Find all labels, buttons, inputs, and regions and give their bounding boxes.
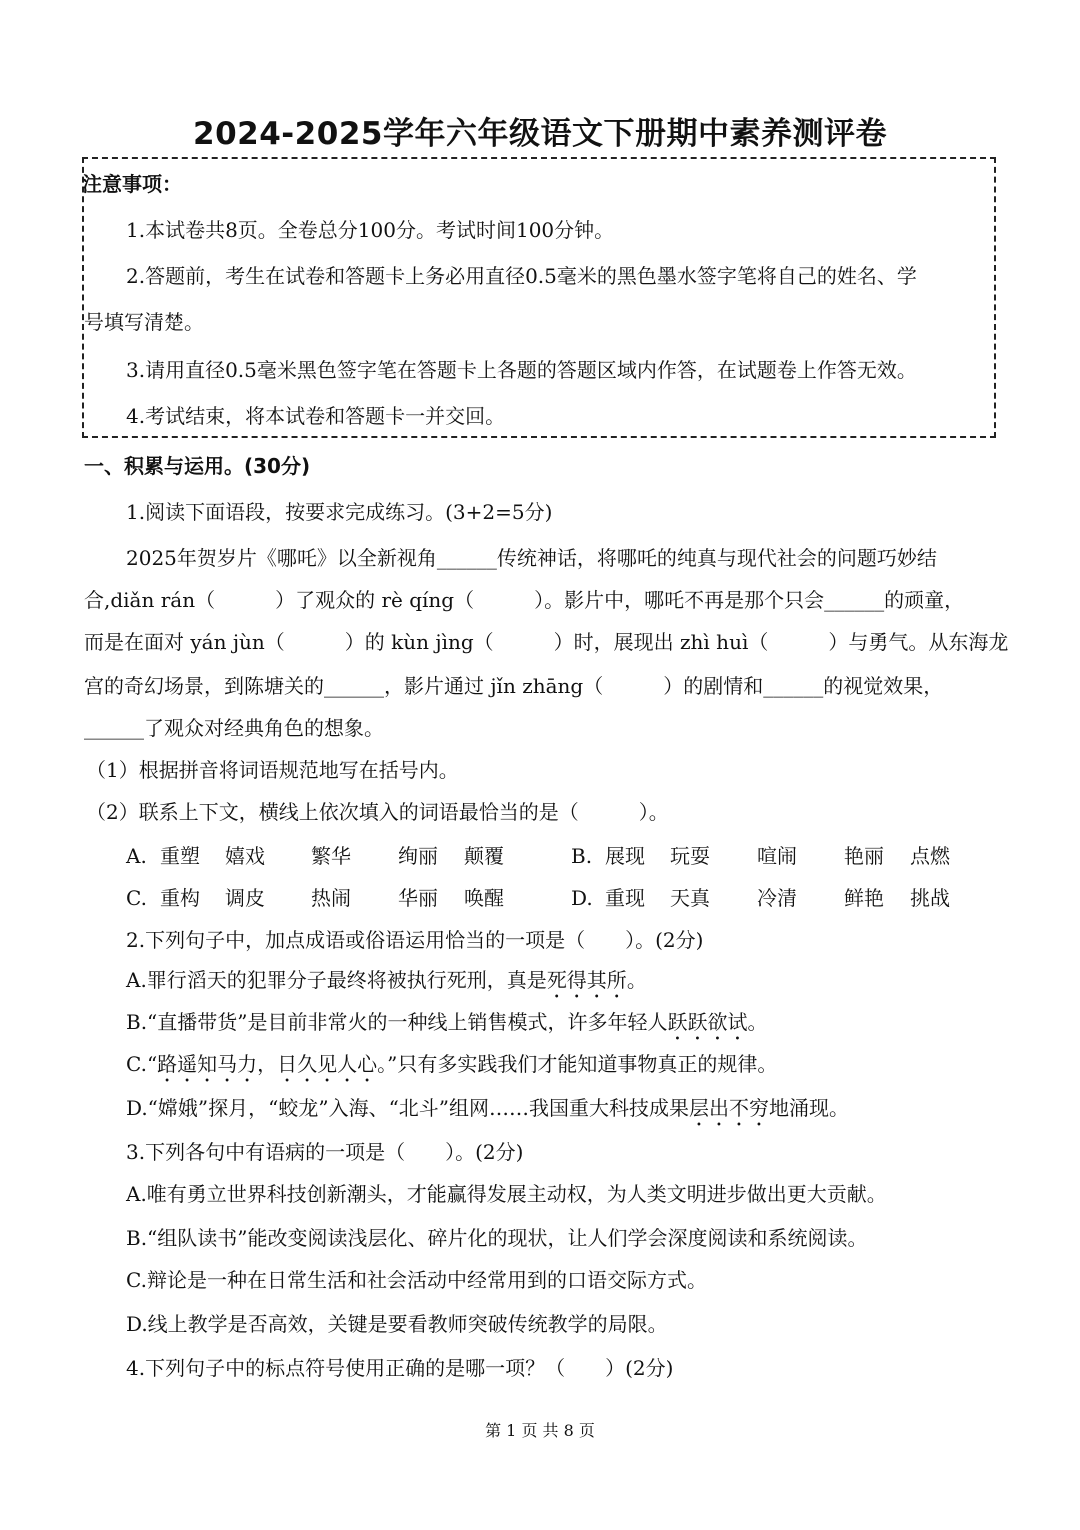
q1-option-c-letter: C. — [126, 886, 147, 910]
q2-option-c: C.“路遥知马力，日久见人心。”只有多实践我们才能知道事物真正的规律。 — [126, 1052, 778, 1076]
notice-item-2a: 2.答题前，考生在试卷和答题卡上务必用直径0.5毫米的黑色墨水签字笔将自己的姓名、学 — [126, 264, 917, 288]
q1-option-b-word: 喧闹 — [757, 844, 797, 868]
q1-option-d-word: 鲜艳 — [844, 886, 884, 910]
q1-option-d-letter: D. — [571, 886, 593, 910]
q2-option-d: D.“嫦娥”探月，“蛟龙”入海、“北斗”组网……我国重大科技成果层出不穷地涌现。 — [126, 1096, 850, 1120]
q1-option-c-word: 华丽 — [398, 886, 438, 910]
q4-stem: 4.下列句子中的标点符号使用正确的是哪一项？（ ）(2分) — [126, 1356, 674, 1380]
q1-option-d-word: 挑战 — [910, 886, 950, 910]
q1-option-b-word: 艳丽 — [844, 844, 884, 868]
emphasized-idiom: 路遥知马力，日久见人心 — [157, 1052, 378, 1076]
q1-option-b-word: 展现 — [605, 844, 645, 868]
q1-passage-line-5: ______了观众对经典角色的想象。 — [84, 716, 384, 740]
q1-option-d-word: 重现 — [605, 886, 645, 910]
q1-option-c-word: 唤醒 — [464, 886, 504, 910]
q1-option-c-word: 重构 — [160, 886, 200, 910]
q1-option-a-word: 繁华 — [311, 844, 351, 868]
section-1-heading: 一、积累与运用。(30分) — [84, 454, 311, 478]
q3-option-a: A.唯有勇立世界科技创新潮头，才能赢得发展主动权，为人类文明进步做出更大贡献。 — [126, 1182, 887, 1206]
q1-option-a-word: 嬉戏 — [225, 844, 265, 868]
q3-option-c: C.辩论是一种在日常生活和社会活动中经常用到的口语交际方式。 — [126, 1268, 707, 1292]
q1-option-c-word: 调皮 — [225, 886, 265, 910]
q1-option-d-word: 天真 — [670, 886, 710, 910]
q1-passage-line-3: 而是在面对 yán jùn（ ）的 kùn jìng（ ）时，展现出 zhì huì（ ）与勇气。从东海龙 — [84, 630, 1009, 654]
emphasized-idiom: 跃跃欲试 — [667, 1010, 748, 1034]
notice-box — [82, 157, 996, 438]
q1-option-a-word: 绚丽 — [398, 844, 438, 868]
q3-stem: 3.下列各句中有语病的一项是（ ）。(2分) — [126, 1140, 524, 1164]
q1-passage-line-4: 宫的奇幻场景，到陈塘关的______，影片通过 jǐn zhāng（ ）的剧情和______的视觉效果， — [84, 674, 944, 698]
notice-item-2b: 号填写清楚。 — [84, 310, 204, 334]
emphasized-idiom: 死得其所 — [546, 968, 627, 992]
q1-option-c-word: 热闹 — [311, 886, 351, 910]
q1-option-a-word: 重塑 — [160, 844, 200, 868]
q1-option-d-word: 冷清 — [757, 886, 797, 910]
notice-item-3: 3.请用直径0.5毫米黑色签字笔在答题卡上各题的答题区域内作答，在试题卷上作答无效。 — [126, 358, 917, 382]
notice-item-4: 4.考试结束，将本试卷和答题卡一并交回。 — [126, 404, 506, 428]
q1-sub-1: （1）根据拼音将词语规范地写在括号内。 — [86, 758, 459, 782]
q1-passage-line-2: 合,diǎn rán（ ）了观众的 rè qíng（ ）。影片中，哪吒不再是那个只会______的顽童， — [84, 588, 965, 612]
q1-option-a-word: 颠覆 — [464, 844, 504, 868]
page-footer: 第 1 页 共 8 页 — [485, 1421, 595, 1440]
q2-option-b: B.“直播带货”是目前非常火的一种线上销售模式，许多年轻人跃跃欲试。 — [126, 1010, 768, 1034]
q2-option-a: A.罪行滔天的犯罪分子最终将被执行死刑，真是死得其所。 — [126, 968, 647, 992]
q1-stem: 1.阅读下面语段，按要求完成练习。(3+2=5分) — [126, 500, 553, 524]
notice-heading: 注意事项： — [82, 172, 182, 196]
page-title: 2024-2025学年六年级语文下册期中素养测评卷 — [193, 116, 887, 152]
q3-option-b: B.“组队读书”能改变阅读浅层化、碎片化的现状，让人们学会深度阅读和系统阅读。 — [126, 1226, 868, 1250]
q1-passage-line-1: 2025年贺岁片《哪吒》以全新视角______传统神话，将哪吒的纯真与现代社会的问题巧妙结 — [126, 546, 937, 570]
q1-option-b-word: 点燃 — [910, 844, 950, 868]
emphasized-idiom: 层出不穷 — [689, 1096, 770, 1120]
q1-sub-2: （2）联系上下文，横线上依次填入的词语最恰当的是（ ）。 — [86, 800, 669, 824]
q1-option-a-letter: A. — [126, 844, 147, 868]
notice-item-1: 1.本试卷共8页。全卷总分100分。考试时间100分钟。 — [126, 218, 615, 242]
q1-option-b-word: 玩耍 — [670, 844, 710, 868]
q2-stem: 2.下列句子中，加点成语或俗语运用恰当的一项是（ ）。(2分) — [126, 928, 704, 952]
q3-option-d: D.线上教学是否高效，关键是要看教师突破传统教学的局限。 — [126, 1312, 668, 1336]
q1-option-b-letter: B. — [571, 844, 593, 868]
